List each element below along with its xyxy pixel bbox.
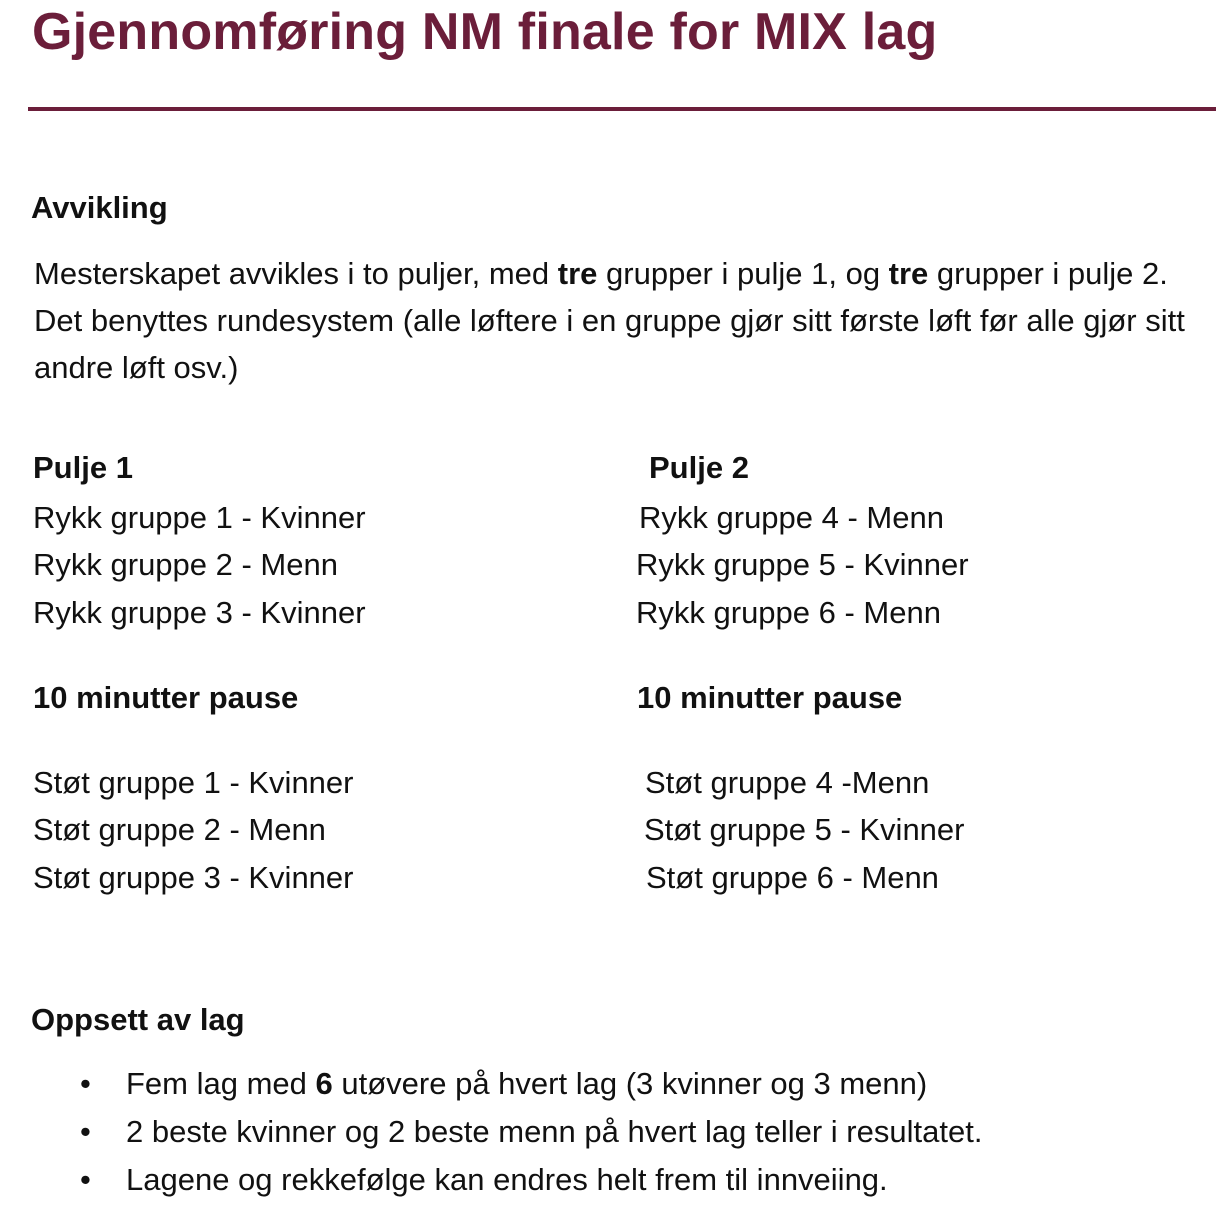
- pulje2-rykk-1: Rykk gruppe 4 - Menn: [639, 500, 944, 535]
- avvikling-paragraph: [34, 250, 1194, 391]
- pulje2-rykk-3: Rykk gruppe 6 - Menn: [636, 595, 941, 630]
- bullet-text-1: [126, 1060, 927, 1108]
- pulje1-rykk-1: Rykk gruppe 1 - Kvinner: [33, 500, 366, 535]
- pulje1-stot-3: Støt gruppe 3 - Kvinner: [33, 860, 354, 895]
- pulje1-rykk-3: Rykk gruppe 3 - Kvinner: [33, 595, 366, 630]
- pulje1-heading: Pulje 1: [33, 450, 133, 485]
- pulje2-stot-3: Støt gruppe 6 - Menn: [646, 860, 939, 895]
- bullet1-bold: 6: [315, 1066, 333, 1101]
- pulje2-pause: 10 minutter pause: [637, 680, 903, 715]
- pulje2-stot-1: Støt gruppe 4 -Menn: [645, 765, 930, 800]
- bullet1-post: utøvere på hvert lag (3 kvinner og 3 menn): [332, 1066, 928, 1101]
- bullet1-pre: Fem lag med: [126, 1066, 316, 1101]
- para-bold-1: tre: [557, 256, 598, 291]
- para-text-1: Mesterskapet avvikles i to puljer, med: [34, 256, 558, 291]
- section-heading-oppsett: Oppsett av lag: [31, 1002, 245, 1037]
- bullet-icon: •: [80, 1162, 91, 1197]
- title-divider: [28, 107, 1216, 111]
- pulje1-stot-2: Støt gruppe 2 - Menn: [33, 812, 326, 847]
- bullet-icon: •: [80, 1066, 91, 1101]
- para-text-3: grupper i pulje 2. Det benyttes rundesystem (alle løftere i en gruppe gjør sitt første løft før alle gjør sitt andre løft osv.): [34, 256, 1185, 385]
- pulje1-pause: 10 minutter pause: [33, 680, 299, 715]
- pulje2-stot-2: Støt gruppe 5 - Kvinner: [644, 812, 965, 847]
- pulje1-stot-1: Støt gruppe 1 - Kvinner: [33, 765, 354, 800]
- bullet-text-2: 2 beste kvinner og 2 beste menn på hvert lag teller i resultatet.: [126, 1114, 983, 1149]
- para-text-2: grupper i pulje 1, og: [597, 256, 889, 291]
- page-title: Gjennomføring NM finale for MIX lag: [32, 3, 938, 61]
- pulje1-rykk-2: Rykk gruppe 2 - Menn: [33, 547, 338, 582]
- para-bold-2: tre: [888, 256, 929, 291]
- section-heading-avvikling: Avvikling: [31, 190, 168, 225]
- pulje2-rykk-2: Rykk gruppe 5 - Kvinner: [636, 547, 969, 582]
- bullet-text-3: Lagene og rekkefølge kan endres helt frem til innveiing.: [126, 1162, 888, 1197]
- pulje2-heading: Pulje 2: [649, 450, 749, 485]
- bullet-icon: •: [80, 1114, 91, 1149]
